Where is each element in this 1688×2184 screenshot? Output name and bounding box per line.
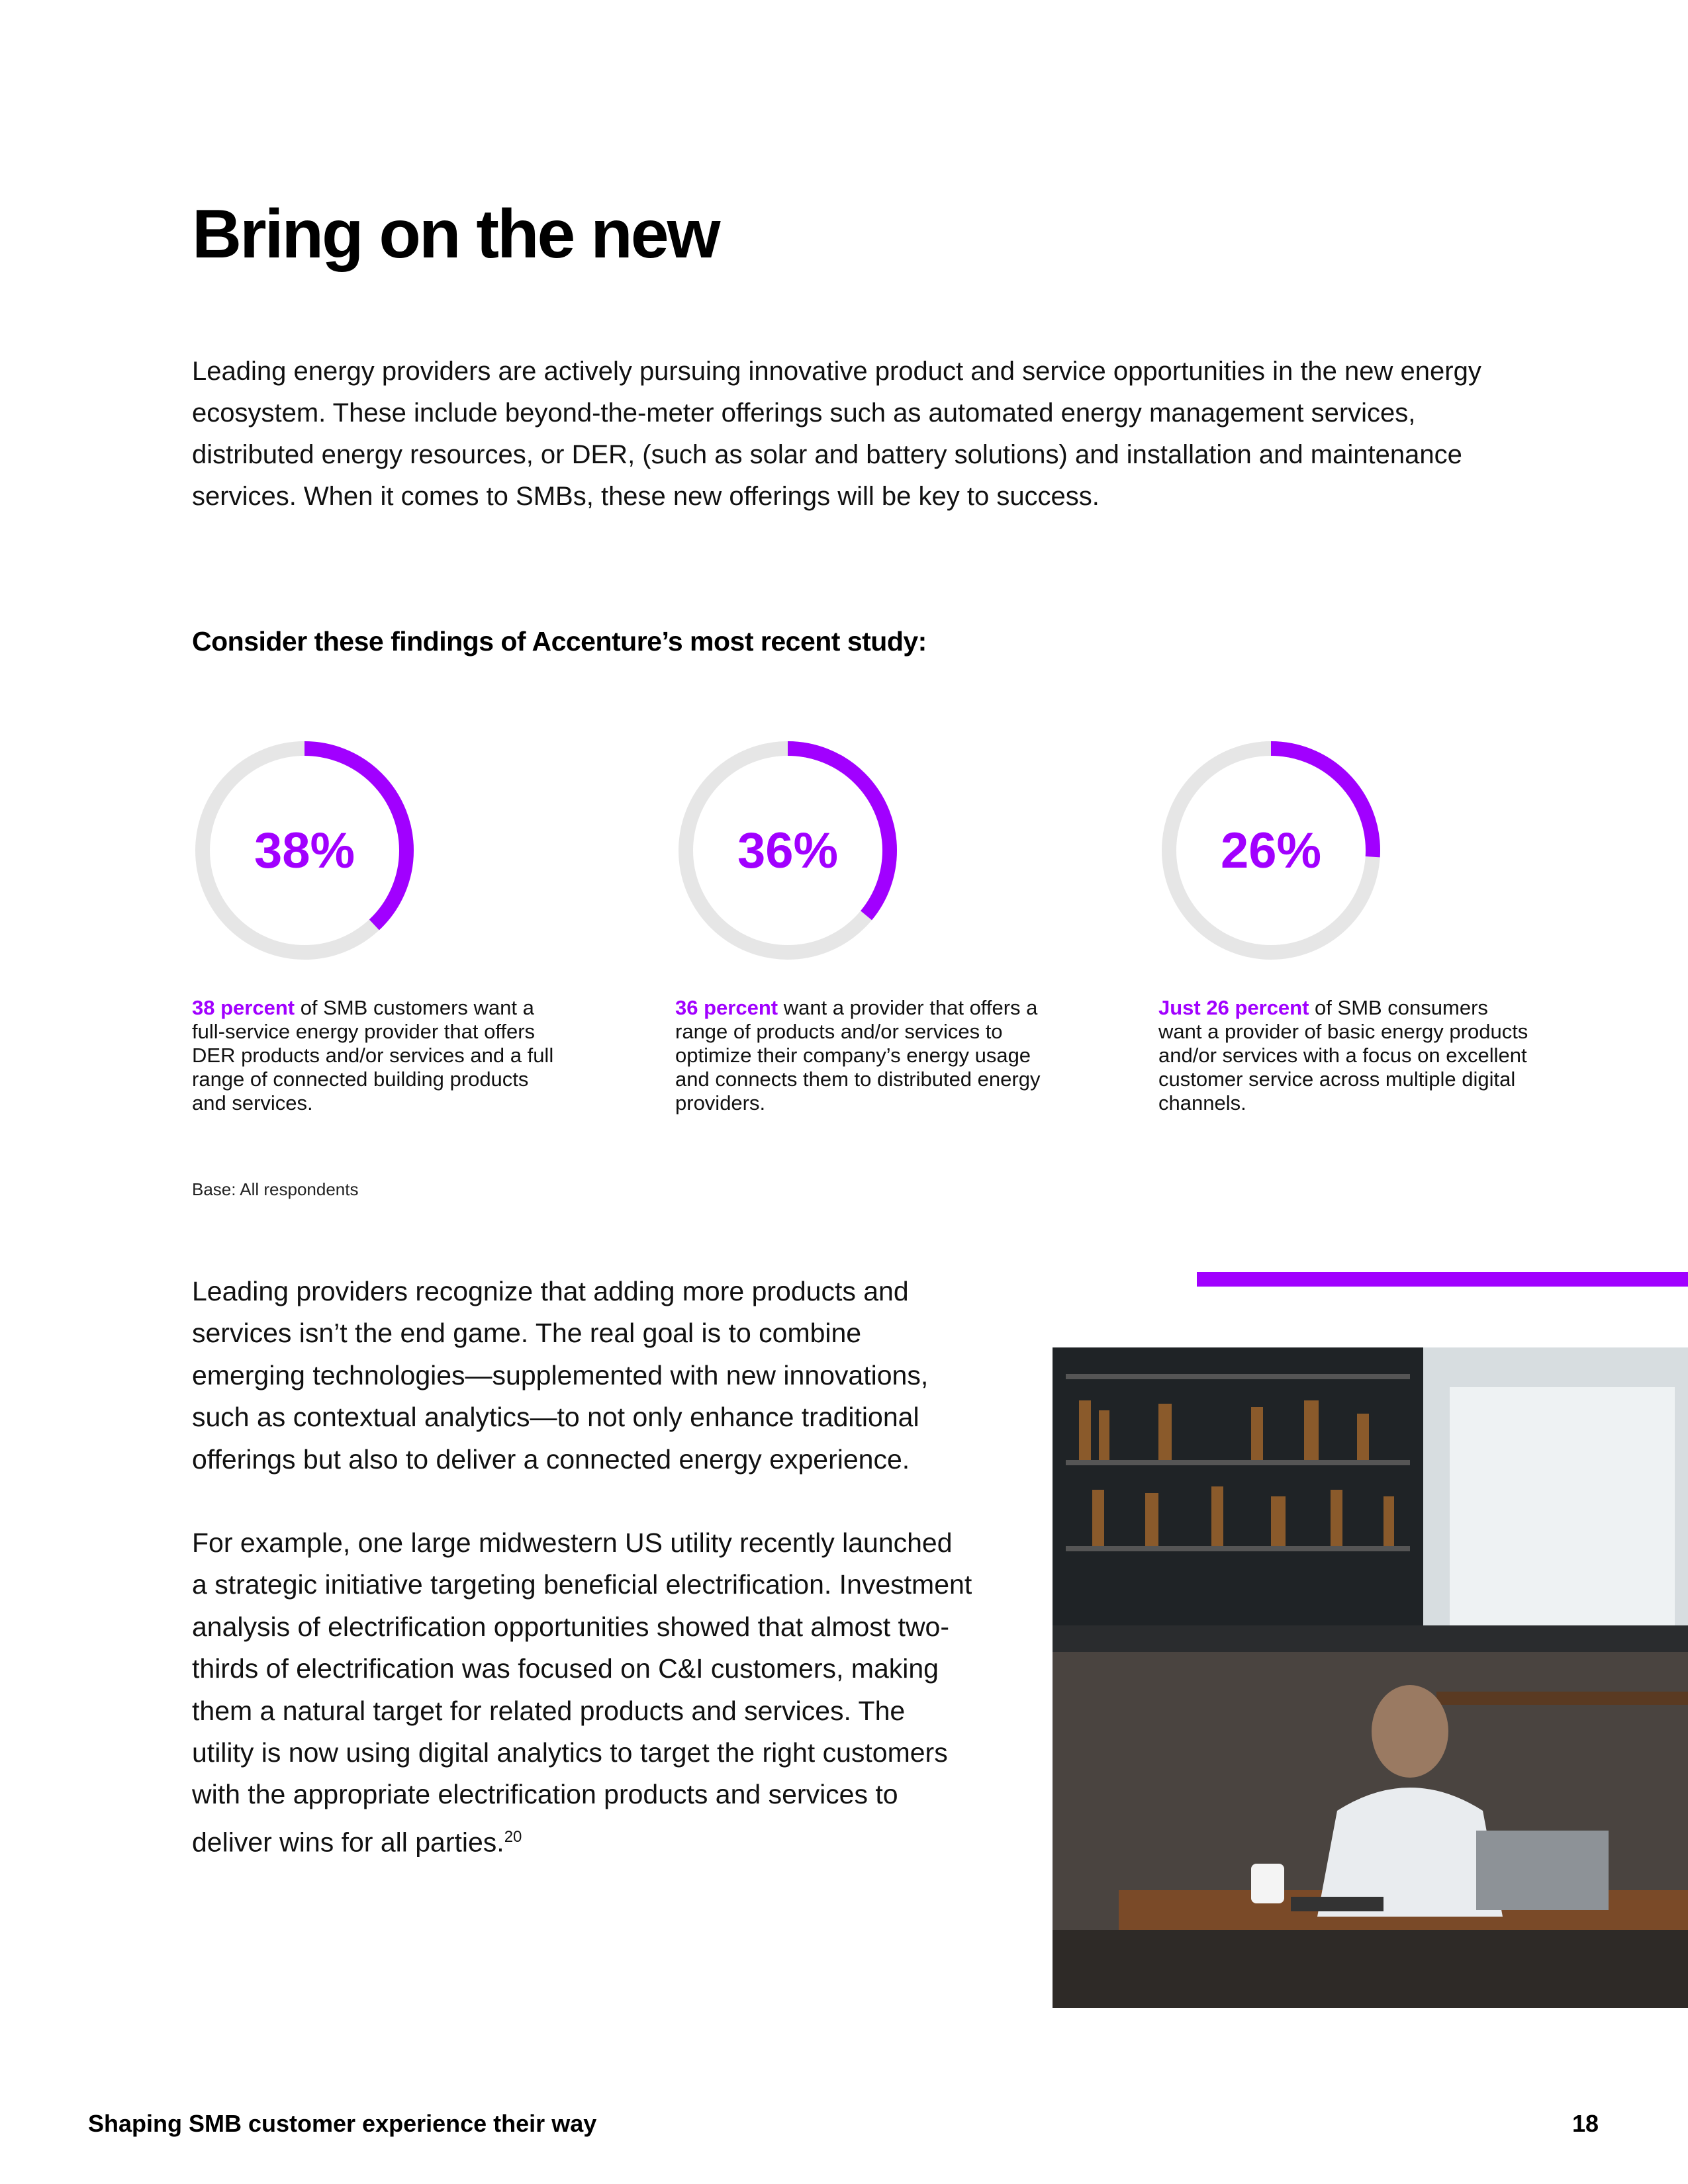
footnote-ref: 20 (504, 1827, 522, 1846)
page-title: Bring on the new (192, 196, 719, 273)
page-number: 18 (1571, 2110, 1599, 2137)
photo-illustration (1053, 1347, 1688, 2008)
body-paragraph-2 (192, 1522, 973, 1864)
stat-description (675, 996, 1046, 1115)
stat-block-3 (1158, 738, 1529, 1115)
base-note: Base: All respondents (192, 1179, 359, 1199)
footer-title: Shaping SMB customer experience their way (88, 2110, 597, 2137)
stat-body: of SMB consumers want a provider of basic energy products and/or services with a focus on excellent customer service across multiple digital channels. (1158, 996, 1528, 1115)
photo-man-on-phone-in-restaurant (1053, 1347, 1688, 2008)
stat-highlight: Just 26 percent (1158, 996, 1309, 1019)
findings-subheading: Consider these findings of Accenture’s most recent study: (192, 626, 927, 657)
stat-percent: 26% (1220, 822, 1322, 879)
accent-bar (1197, 1272, 1688, 1287)
body-column (192, 1271, 973, 1864)
body-paragraph-2-text: For example, one large midwestern US utility recently launched a strategic initiative targeting beneficial electrification. Investment analysis of electrification opportunities showed that almost two-thirds of electrification was focused on C&I customers, making them a natural target for related products and services. The utility is now using digital analytics to target the right customers with the appropriate electrification products and services to deliver wins for all parties. (192, 1527, 972, 1858)
stat-block-1 (192, 738, 563, 1115)
stat-body: of SMB customers want a full-service energy provider that offers DER products and/or services and a full range of connected building products and services. (192, 996, 554, 1115)
stat-body: want a provider that offers a range of products and/or services to optimize their company’s energy usage and connects them to distributed energy providers. (675, 996, 1041, 1115)
stat-highlight: 36 percent (675, 996, 778, 1019)
stat-highlight: 38 percent (192, 996, 295, 1019)
stat-description (1158, 996, 1529, 1115)
stat-block-2 (675, 738, 1046, 1115)
stat-description (192, 996, 563, 1115)
stat-percent: 36% (737, 822, 839, 879)
body-paragraph-1: Leading providers recognize that adding more products and services isn’t the end game. The real goal is to combine emerging technologies—supplemented with new innovations, such as contextual analytics—to not only enhance traditional offerings but also to deliver a connected energy experience. (192, 1276, 929, 1475)
stat-percent: 38% (254, 822, 355, 879)
intro-paragraph: Leading energy providers are actively pursuing innovative product and service opportunities in the new energy ecosystem. These include beyond-the-meter offerings such as automated energy management services, distributed energy resources, or DER, (such as solar and battery solutions) and installation and maintenance services. When it comes to SMBs, these new offerings will be key to success. (192, 357, 1481, 511)
